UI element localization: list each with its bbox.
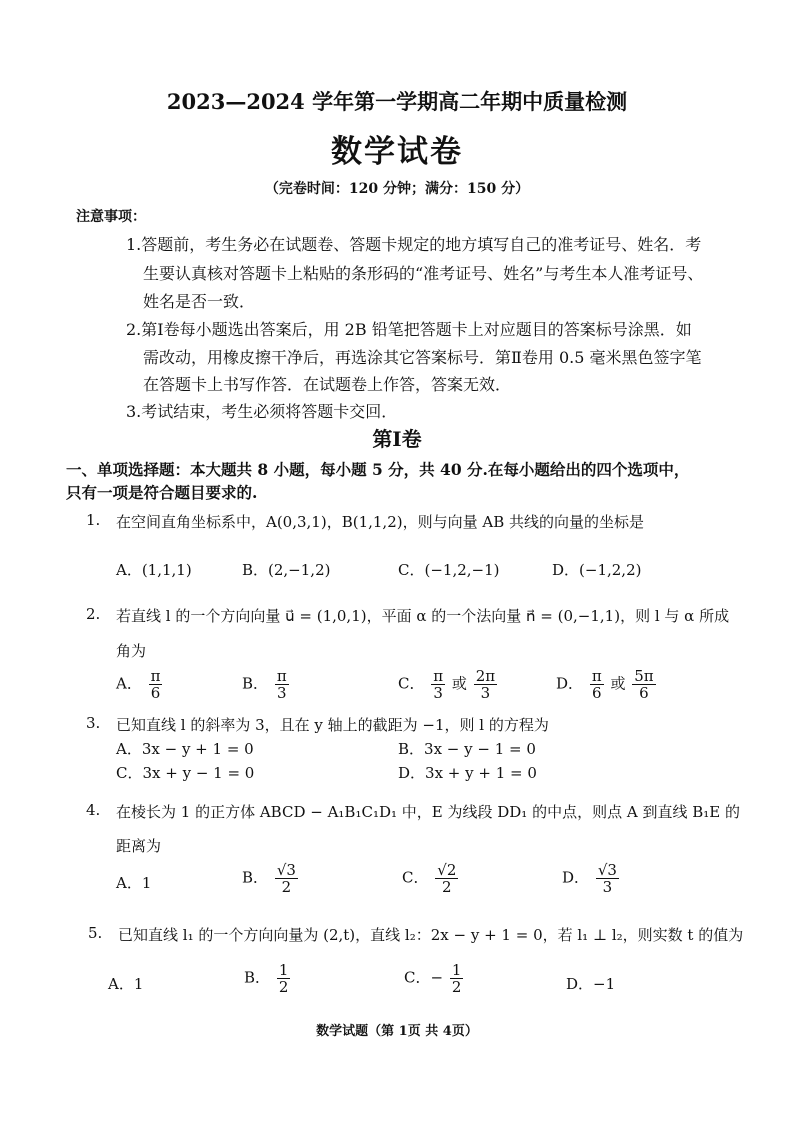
fraction-denominator: 2 [278, 978, 289, 996]
section-heading: 一、单项选择题：本大题共 8 小题，每小题 5 分，共 40 分.在每小题给出的四个选项中， [66, 460, 690, 479]
or-word: 或 [610, 674, 626, 693]
notice-line: 需改动，用橡皮擦干净后，再选涂其它答案标号．第Ⅱ卷用 0.5 毫米黑色签字笔 [143, 348, 702, 367]
fraction [474, 668, 497, 701]
fraction-denominator: 3 [480, 684, 491, 702]
page-footer: 数学试题（第 1页 共 4页） [316, 1024, 478, 1039]
question-stem: 在棱长为 1 的正方体 ABCD − A₁B₁C₁D₁ 中，E 为线段 DD₁ 的中点，则点 A 到直线 B₁E 的 [116, 803, 740, 821]
question-number: 2. [86, 605, 101, 623]
fraction-numerator: 1 [451, 961, 462, 979]
option-a: A．3x − y + 1 = 0 [116, 740, 254, 758]
option-label: C．− [404, 968, 444, 987]
option-d: D．−1 [566, 975, 616, 993]
question-number: 3. [86, 714, 101, 732]
option-a: A．1 [116, 874, 152, 892]
fraction-numerator: π [150, 667, 161, 685]
section-heading-cont: 只有一项是符合题目要求的. [66, 483, 258, 502]
fraction-denominator: 2 [281, 878, 292, 896]
fraction [450, 962, 464, 995]
volume-title: 第Ⅰ卷 [372, 427, 422, 451]
question-stem: 已知直线 l₁ 的一个方向向量为 (2,t)，直线 l₂：2x − y + 1 = 0，若 l₁ ⊥ l₂，则实数 t 的值为 [118, 926, 744, 944]
notice-line: 姓名是否一致． [143, 292, 256, 311]
fraction-denominator: 6 [591, 684, 602, 702]
exam-title: 2023—2024 学年第一学期高二年期中质量检测 [166, 89, 628, 114]
option-d [556, 668, 658, 701]
notice-line: 1.答题前，考生务必在试题卷、答题卡规定的地方填写自己的准考证号、姓名．考 [126, 235, 702, 254]
fraction-denominator: 3 [276, 684, 287, 702]
fraction [431, 668, 445, 701]
option-b: B．3x − y − 1 = 0 [398, 740, 536, 758]
fraction [632, 668, 655, 701]
notice-line: 生要认真核对答题卡上粘贴的条形码的“准考证号、姓名”与考生本人准考证号、 [143, 264, 704, 283]
fraction-denominator: 2 [451, 978, 462, 996]
fraction-numerator: √3 [597, 861, 617, 879]
fraction-numerator: 5π [634, 667, 654, 685]
fraction-numerator: 2π [475, 667, 496, 685]
option-c: C．3x + y − 1 = 0 [116, 764, 255, 782]
option-label: B． [242, 868, 269, 887]
or-word: 或 [451, 674, 467, 693]
option-label: D． [556, 674, 584, 693]
option-b [244, 962, 292, 995]
option-b [242, 862, 300, 895]
time-note: （完卷时间：120 分钟；满分：150 分） [264, 181, 530, 197]
option-label: A． [116, 674, 142, 693]
question-stem: 已知直线 l 的斜率为 3，且在 y 轴上的截距为 −1，则 l 的方程为 [116, 716, 549, 734]
option-d: D．(−1,2,2) [552, 561, 642, 579]
option-c: C．(−1,2,−1) [398, 561, 500, 579]
question-number: 5. [88, 924, 103, 942]
fraction [277, 962, 291, 995]
option-c [402, 862, 460, 895]
fraction-numerator: 1 [278, 961, 289, 979]
option-c [404, 962, 465, 995]
fraction-numerator: π [433, 667, 444, 685]
option-c [398, 668, 499, 701]
option-d: D．3x + y + 1 = 0 [398, 764, 537, 782]
option-label: D． [562, 868, 590, 887]
option-label: B． [244, 968, 271, 987]
option-b [242, 668, 291, 701]
fraction-numerator: √2 [437, 861, 457, 879]
fraction-numerator: π [276, 667, 287, 685]
fraction [275, 668, 289, 701]
option-b: B．(2,−1,2) [242, 561, 331, 579]
question-stem: 若直线 l 的一个方向向量 u⃗ = (1,0,1)，平面 α 的一个法向量 n⃗ = (0,−1,1)，则 l 与 α 所成 [116, 607, 730, 625]
notice-line: 在答题卡上书写作答．在试题卷上作答，答案无效． [143, 375, 512, 394]
question-stem-cont: 角为 [116, 642, 147, 660]
fraction-numerator: π [591, 667, 602, 685]
question-number: 4. [86, 801, 101, 819]
option-a: A．1 [108, 975, 144, 993]
fraction-denominator: 6 [150, 684, 161, 702]
fraction [590, 668, 604, 701]
notice-line: 3.考试结束，考生必须将答题卡交回． [126, 402, 398, 421]
fraction-denominator: 2 [442, 878, 452, 896]
fraction [596, 862, 619, 895]
question-stem: 在空间直角坐标系中，A(0,3,1)，B(1,1,2)，则与向量 AB 共线的向量的坐标是 [116, 513, 644, 531]
fraction [149, 668, 163, 701]
fraction-denominator: 6 [639, 684, 649, 702]
question-number: 1. [86, 511, 101, 529]
option-label: B． [242, 674, 269, 693]
fraction-denominator: 3 [602, 878, 613, 896]
fraction [275, 862, 298, 895]
fraction-denominator: 3 [433, 684, 443, 702]
option-d [562, 862, 621, 895]
option-label: C． [398, 674, 425, 693]
option-a: A．(1,1,1) [116, 561, 192, 579]
notice-heading: 注意事项： [76, 209, 146, 225]
option-a [116, 668, 164, 701]
notice-line: 2.第Ⅰ卷每小题选出答案后，用 2B 铅笔把答题卡上对应题目的答案标号涂黑．如 [126, 320, 692, 339]
fraction-numerator: √3 [276, 861, 296, 879]
option-label: C． [402, 868, 429, 887]
fraction [435, 862, 458, 895]
subject-title: 数学试卷 [331, 134, 463, 170]
question-stem-cont: 距离为 [116, 837, 162, 855]
